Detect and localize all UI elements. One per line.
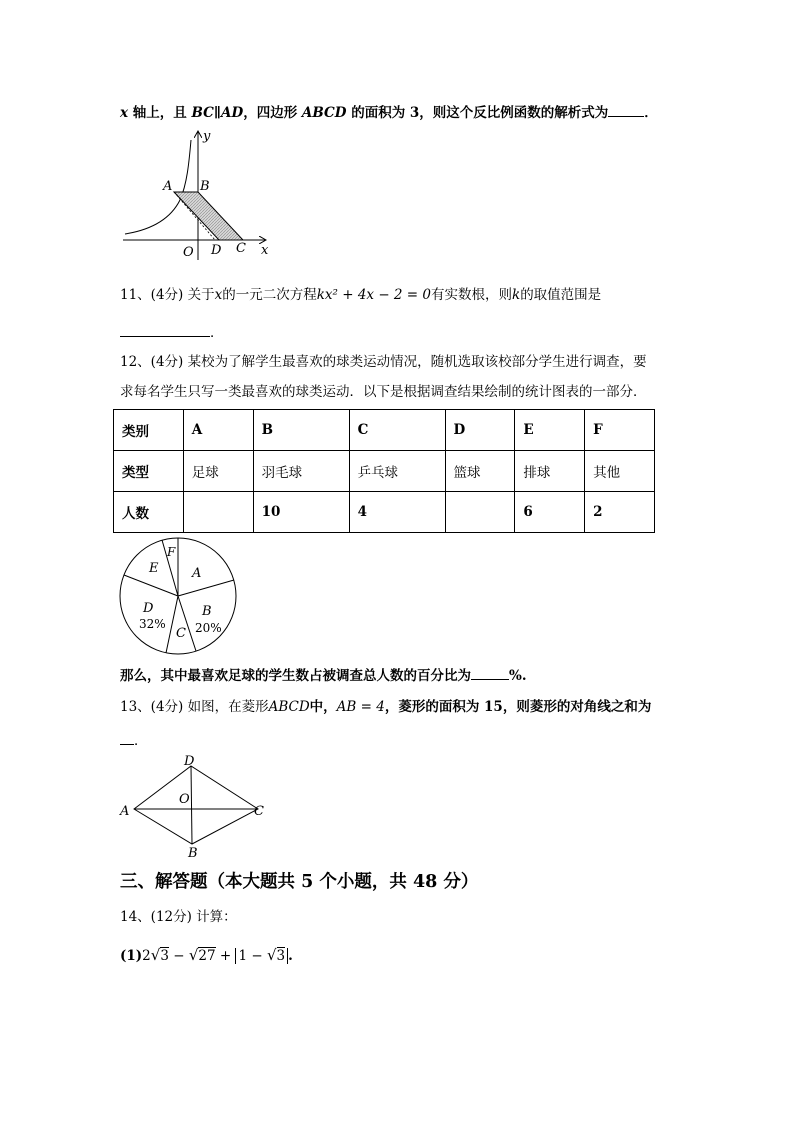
label-O: O <box>183 245 194 260</box>
q13-figure <box>114 752 274 862</box>
q12-line1: 12、(4分) 某校为了解学生最喜欢的球类运动情况，随机选取该校部分学生进行调查，要 <box>120 354 647 370</box>
section-title: 三、解答题（本大题共 5 个小题，共 48 分） <box>120 872 479 892</box>
abs-value: 1 − √3 <box>235 948 288 964</box>
q14-part1: (1)2√3 − √27 + 1 − √3 . <box>120 946 293 964</box>
q14-text: 14、(12分) 计算： <box>120 909 237 925</box>
expr-radicand: 3 <box>160 948 169 964</box>
table-cell: F <box>585 410 655 451</box>
table-cell: 其他 <box>585 451 655 492</box>
table-cell: 足球 <box>183 451 253 492</box>
q12-pie-figure <box>116 534 240 658</box>
q13-answer-blank[interactable] <box>120 732 134 745</box>
q14-part1-label: (1) <box>120 948 143 964</box>
q10-answer-blank[interactable] <box>608 104 644 117</box>
rhombus-abcd <box>134 766 258 844</box>
q13-condition: AB = 4 <box>336 699 385 715</box>
sqrt-symbol: √ <box>150 946 161 964</box>
pie-label-D-pct: 32% <box>139 617 166 631</box>
q10-text <box>120 104 658 122</box>
q13-answer-line <box>120 732 148 750</box>
q13-text <box>120 698 651 716</box>
label-D: D <box>184 754 195 769</box>
label-x: x <box>261 243 269 258</box>
q10-figure <box>115 128 275 260</box>
table-cell <box>445 492 515 533</box>
label-B: B <box>200 179 210 194</box>
table-cell: 类型 <box>114 451 184 492</box>
q14-expression: 2√3 − √27 + 1 − √3 <box>142 948 288 964</box>
q13-prefix: 13、(4分) 如图，在菱形 <box>120 699 269 715</box>
q11-prefix: 11、(4分) 关于 <box>120 287 215 303</box>
table-cell: D <box>445 410 515 451</box>
q11-equation: kx² + 4x − 2 = 0 <box>316 287 431 303</box>
sqrt-symbol: √ <box>188 946 199 964</box>
pie-label-C: C <box>176 626 186 641</box>
pie-label-B: B <box>202 604 212 619</box>
q12-line2: 求每名学生只写一类最喜欢的球类运动．以下是根据调查结果绘制的统计图表的一部分． <box>120 384 647 400</box>
q10-condition: BC∥AD <box>191 105 244 121</box>
q10-var-x: x <box>120 105 129 121</box>
label-A: A <box>163 179 173 194</box>
q13-shape-name: ABCD <box>268 699 310 715</box>
table-cell: 6 <box>515 492 585 533</box>
pie-label-D: D <box>143 601 154 616</box>
q12-answer-text: 那么，其中最喜欢足球的学生数占被调查总人数的百分比为 <box>120 668 471 684</box>
table-cell: E <box>515 410 585 451</box>
q12-answer-blank[interactable] <box>471 667 509 680</box>
diagonal-bd <box>191 766 192 844</box>
table-cell: 2 <box>585 492 655 533</box>
q11-text-part: 有实数根，则 <box>431 287 512 303</box>
table-cell: A <box>183 410 253 451</box>
pie-label-B-pct: 20% <box>195 621 222 635</box>
table-cell: 乒乓球 <box>349 451 445 492</box>
label-y: y <box>203 129 211 144</box>
sqrt-symbol: √ <box>266 946 277 964</box>
table-row <box>114 492 655 533</box>
q10-quad-name: ABCD <box>301 105 347 121</box>
table-row <box>114 451 655 492</box>
q11-text <box>120 286 601 304</box>
label-B: B <box>188 846 198 861</box>
table-cell: B <box>253 410 349 451</box>
table-cell: 篮球 <box>445 451 515 492</box>
stats-table <box>113 409 655 533</box>
table-cell: C <box>349 410 445 451</box>
table-cell: 羽毛球 <box>253 451 349 492</box>
q12-answer-suffix: %. <box>509 668 527 684</box>
table-cell: 4 <box>349 492 445 533</box>
q11-text-part: 的一元二次方程 <box>222 287 317 303</box>
expr-term: 1 <box>238 948 248 964</box>
expr-coefficient: 2 <box>142 948 151 964</box>
table-row <box>114 410 655 451</box>
label-C: C <box>236 241 246 256</box>
table-cell: 10 <box>253 492 349 533</box>
label-C: C <box>254 804 264 819</box>
expr-radicand: 27 <box>198 948 216 964</box>
table-cell: 人数 <box>114 492 184 533</box>
q11-end: ． <box>210 325 224 341</box>
table-cell: 类别 <box>114 410 184 451</box>
pie-label-E: E <box>149 561 159 576</box>
q10-text-part: ，四边形 <box>243 105 302 121</box>
hyperbola-curve <box>125 140 191 234</box>
table-cell: 排球 <box>515 451 585 492</box>
q11-answer-blank[interactable] <box>120 324 210 337</box>
q10-text-part: 的面积为 3，则这个反比例函数的解析式为 <box>346 105 609 121</box>
q11-suffix: 的取值范围是 <box>520 287 602 303</box>
expr-radicand: 3 <box>276 948 286 964</box>
q11-var-k: k <box>512 287 521 303</box>
q11-var-x: x <box>214 287 223 303</box>
q12-answer-line <box>120 667 527 685</box>
label-A: A <box>120 804 130 819</box>
label-D: D <box>211 243 222 258</box>
pie-label-A: A <box>192 566 202 581</box>
label-O: O <box>179 792 190 807</box>
table-cell <box>183 492 253 533</box>
q13-end: ． <box>134 733 148 749</box>
pie-label-F: F <box>167 545 176 559</box>
q10-text-part: 轴上，且 <box>128 105 192 121</box>
q13-suffix: ，菱形的面积为 15，则菱形的对角线之和为 <box>384 699 652 715</box>
q10-text-end: ． <box>644 105 658 121</box>
q13-text-part: 中， <box>309 699 337 715</box>
q11-answer-line <box>120 324 224 342</box>
